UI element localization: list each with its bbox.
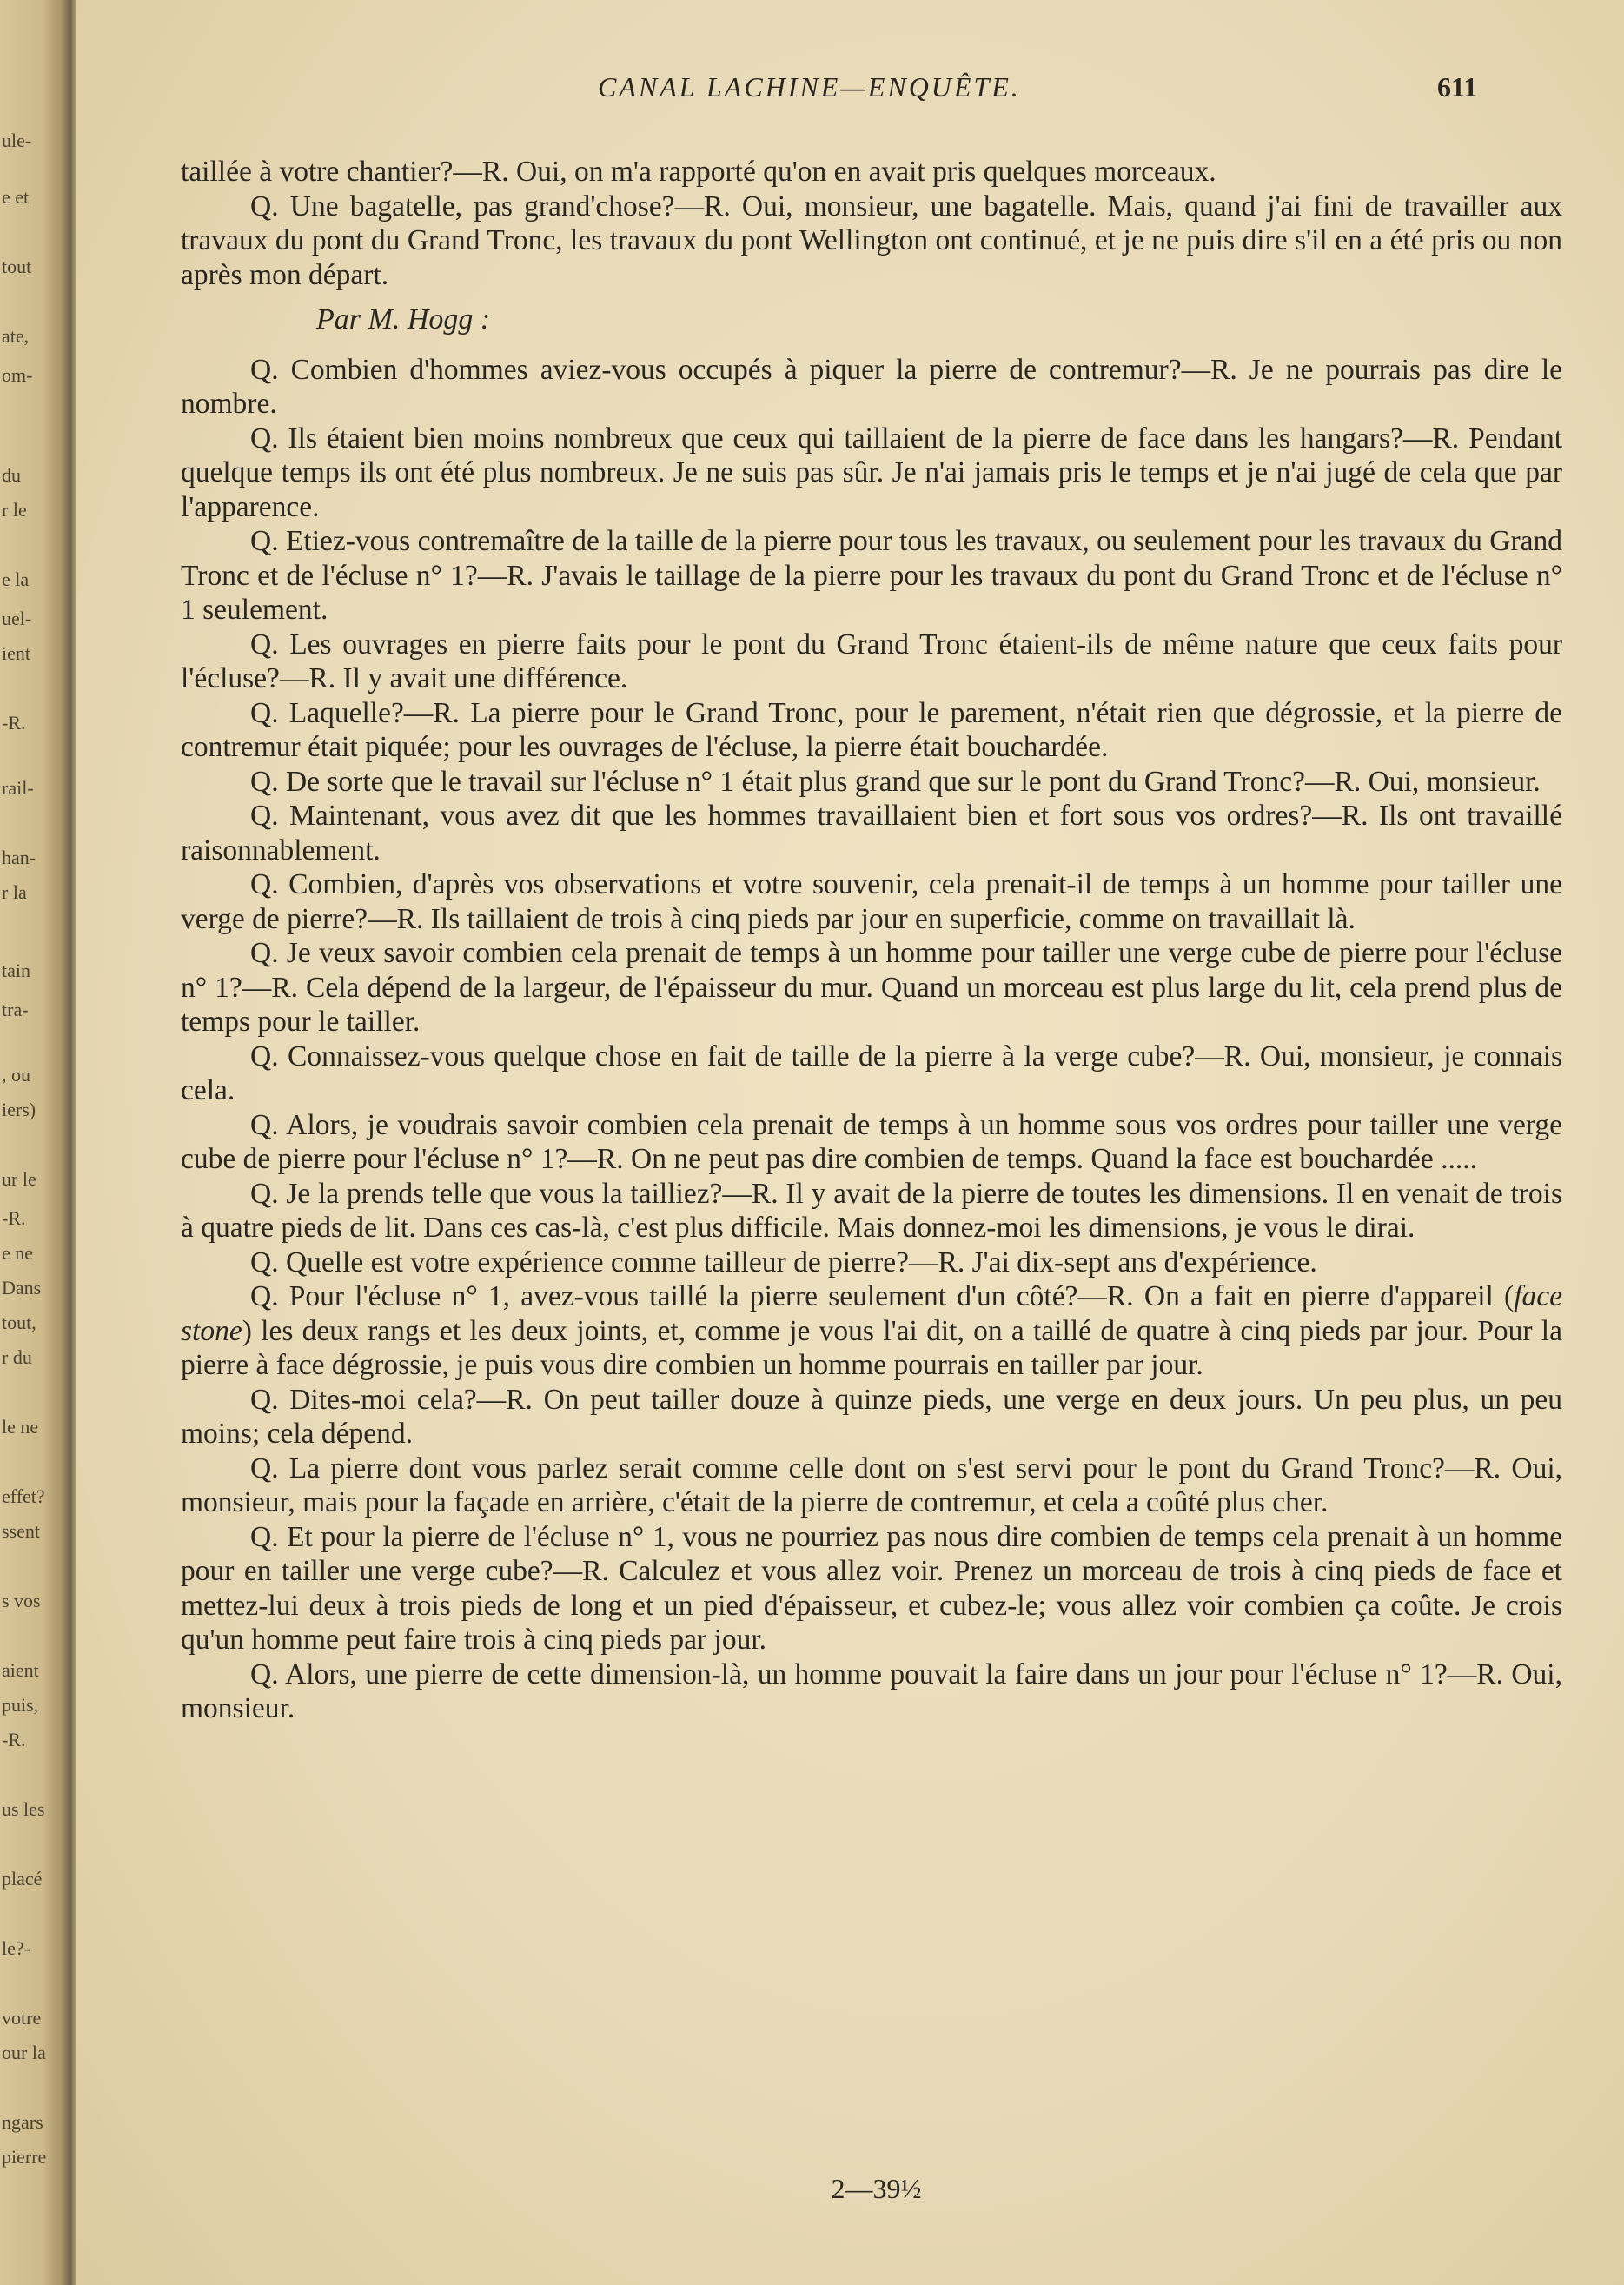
- margin-fragment: le ne: [2, 1417, 39, 1438]
- margin-fragment: le?-: [2, 1938, 30, 1959]
- paragraph: Q. Connaissez-vous quelque chose en fait de taille de la pierre à la verge cube?—R. Oui, monsieur, je connais cela.: [181, 1040, 1562, 1106]
- paragraph: Q. Laquelle?—R. La pierre pour le Grand Tronc, pour le parement, n'était rien que dégrossie, et la pierre de contremur était piquée; pour les ouvrages de l'écluse, la pierre était bouchardée.: [181, 696, 1562, 763]
- margin-fragment: e et: [2, 187, 30, 208]
- margin-fragment: our la: [2, 2043, 46, 2063]
- paragraph: Q. Combien d'hommes aviez-vous occupés à piquer la pierre de contremur?—R. Je ne pourrais pas dire le nombre.: [181, 353, 1562, 420]
- margin-fragment: tra-: [2, 1000, 29, 1020]
- paragraph: Q. Combien, d'après vos observations et votre souvenir, cela prenait-il de temps à un homme pour tailler une verge de pierre?—R. Ils taillaient de trois à cinq pieds par jour en superficie, comme on travaillait là.: [181, 868, 1562, 935]
- margin-fragment: Dans: [2, 1278, 42, 1299]
- margin-fragment: r du: [2, 1347, 32, 1368]
- body-text: [181, 155, 1562, 1726]
- paragraph-part: ) les deux rangs et les deux joints, et, comme je vous l'ai dit, on a taillé de quatre à cinq pieds par jour. Pour la pierre à face dégrossie, je puis vous dire combien un homme pourrais en tailler par jour.: [181, 1314, 1562, 1381]
- paragraph-part: Q. Pour l'écluse n° 1, avez-vous taillé la pierre seulement d'un côté?—R. On a fait en pierre d'appareil (: [250, 1280, 1515, 1312]
- margin-fragment: s vos: [2, 1591, 41, 1611]
- margin-fragment: e la: [2, 569, 30, 590]
- margin-fragment: tain: [2, 960, 30, 981]
- paragraph: Q. Dites-moi cela?—R. On peut tailler douze à quinze pieds, une verge en deux jours. Un peu plus, un peu moins; cela dépend.: [181, 1383, 1562, 1450]
- margin-fragment: iers): [2, 1099, 36, 1120]
- margin-fragment: ule-: [2, 130, 32, 151]
- margin-fragment: us les: [2, 1799, 45, 1820]
- running-title: CANAL LACHINE—ENQUÊTE.: [598, 71, 1021, 103]
- margin-fragment: du: [2, 465, 21, 486]
- margin-fragment: om-: [2, 365, 33, 386]
- margin-fragment: , ou: [2, 1065, 30, 1086]
- paragraph: Q. Je veux savoir combien cela prenait de temps à un homme pour tailler une verge cube de pierre pour l'écluse n° 1?—R. Cela dépend de la largeur, de l'épaisseur du mur. Quand un morceau est plus large du lit, cela prend plus de temps pour le tailler.: [181, 937, 1562, 1038]
- margin-fragment: votre: [2, 2008, 42, 2029]
- margin-fragment: uel-: [2, 608, 32, 629]
- speaker-heading: Par M. Hogg :: [316, 303, 491, 335]
- paragraph: Q. De sorte que le travail sur l'écluse n° 1 était plus grand que sur le pont du Grand Tronc?—R. Oui, monsieur.: [250, 765, 1541, 798]
- margin-fragment: tout: [2, 256, 32, 277]
- paragraph: [181, 1279, 1562, 1383]
- margin-fragment: -R.: [2, 713, 26, 734]
- margin-fragment: r le: [2, 500, 27, 521]
- paragraph: Q. Etiez-vous contremaître de la taille de la pierre pour tous les travaux, ou seulement pour les travaux du Grand Tronc et de l'écluse n° 1?—R. J'avais le taillage de la pierre pour les travaux du pont du Grand Tronc et de l'écluse n° 1 seulement.: [181, 525, 1562, 626]
- paragraph: Q. La pierre dont vous parlez serait comme celle dont on s'est servi pour le pont du Grand Tronc?—R. Oui, monsieur, mais pour la façade en arrière, c'était de la pierre de contremur, et cela a coûté plus cher.: [181, 1451, 1562, 1518]
- paragraph: Q. Une bagatelle, pas grand'chose?—R. Oui, monsieur, une bagatelle. Mais, quand j'ai fini de travailler aux travaux du pont du Grand Tronc, les travaux du pont Wellington ont continué, et je ne puis dire s'il en a été pris ou non après mon départ.: [181, 189, 1562, 291]
- margin-fragment: ate,: [2, 326, 30, 347]
- paragraph: Q. Maintenant, vous avez dit que les hommes travaillaient bien et fort sous vos ordres?—R. Ils ont travaillé raisonnablement.: [181, 800, 1562, 867]
- page-header: [76, 71, 1624, 106]
- margin-fragment: pierre: [2, 2147, 47, 2168]
- signature-mark: 2—39½: [831, 2173, 922, 2204]
- margin-fragment: puis,: [2, 1695, 39, 1716]
- margin-fragment: -R.: [2, 1730, 26, 1750]
- margin-fragment: ur le: [2, 1169, 36, 1190]
- page-number: 611: [1437, 71, 1478, 103]
- paragraph: Q. Et pour la pierre de l'écluse n° 1, vous ne pourriez pas nous dire combien de temps cela prenait à un homme pour en tailler une verge cube?—R. Calculez et vous allez voir. Prenez un morceau de trois à cinq pieds de face et mettez-lui deux à trois pieds de long et un pied d'épaisseur, et cubez-le; vous allez voir combien ça coûte. Je crois qu'un homme peut faire trois à cinq pieds par jour.: [181, 1520, 1562, 1656]
- paragraph: Q. Alors, je voudrais savoir combien cela prenait de temps à un homme sous vos ordres pour tailler une verge cube de pierre pour l'écluse n° 1?—R. On ne peut pas dire combien de temps. Quand la face est bouchardée .....: [181, 1108, 1562, 1175]
- paragraph: Q. Les ouvrages en pierre faits pour le pont du Grand Tronc étaient-ils de même nature que ceux faits pour l'écluse?—R. Il y avait une différence.: [181, 628, 1562, 694]
- paragraph: Q. Quelle est votre expérience comme tailleur de pierre?—R. J'ai dix-sept ans d'expérience.: [250, 1245, 1317, 1279]
- margin-fragment: han-: [2, 847, 36, 868]
- page: [76, 0, 1624, 2285]
- paragraph: Q. Alors, une pierre de cette dimension-là, un homme pouvait la faire dans un jour pour l'écluse n° 1?—R. Oui, monsieur.: [181, 1657, 1562, 1724]
- margin-fragment: ngars: [2, 2112, 43, 2133]
- margin-fragment: placé: [2, 1869, 43, 1890]
- english-term: face stone: [181, 1280, 1562, 1347]
- margin-fragment: ssent: [2, 1521, 40, 1542]
- margin-fragment: e ne: [2, 1243, 34, 1264]
- margin-fragment: -R.: [2, 1208, 26, 1229]
- binding-gutter: [0, 0, 76, 2285]
- margin-fragment: ient: [2, 643, 30, 664]
- margin-fragment: effet?: [2, 1486, 45, 1507]
- margin-fragment: tout,: [2, 1312, 36, 1333]
- paragraph: taillée à votre chantier?—R. Oui, on m'a rapporté qu'on en avait pris quelques morceaux.: [181, 156, 1216, 188]
- paragraph: Q. Ils étaient bien moins nombreux que ceux qui taillaient de la pierre de face dans les hangars?—R. Pendant quelque temps ils ont été plus nombreux. Je ne suis pas sûr. Je n'ai jamais pris le temps et je n'ai jugé de cela que par l'apparence.: [181, 422, 1562, 523]
- paragraph: Q. Je la prends telle que vous la tailliez?—R. Il y avait de la pierre de toutes les dimensions. Il en venait de trois à quatre pieds de lit. Dans ces cas-là, c'est plus difficile. Mais donnez-moi les dimensions, je vous le dirai.: [181, 1177, 1562, 1244]
- margin-fragment: aient: [2, 1660, 39, 1681]
- margin-fragment: rail-: [2, 778, 34, 799]
- margin-fragment: r la: [2, 882, 27, 903]
